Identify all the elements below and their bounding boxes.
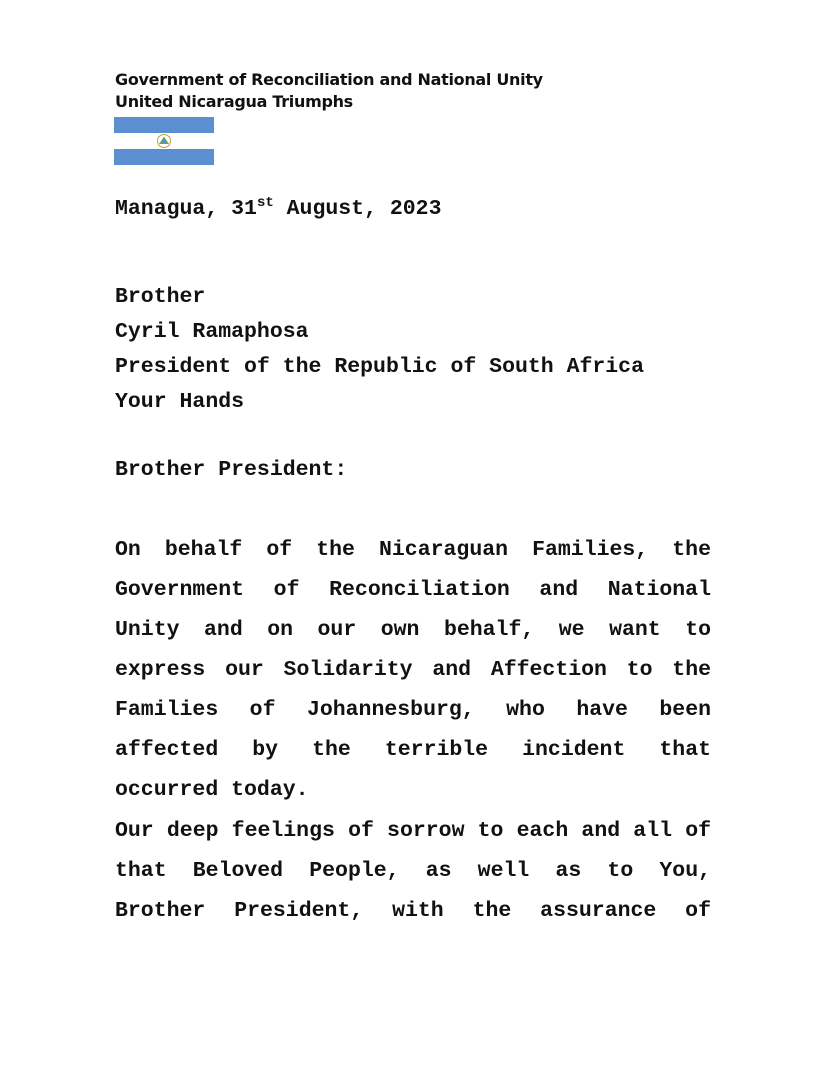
date-month-year: August, 2023 xyxy=(273,197,442,221)
letterhead xyxy=(115,69,543,113)
salutation: Brother President: xyxy=(115,458,348,482)
letterhead-slogan: United Nicaragua Triumphs xyxy=(115,92,353,111)
date-ordinal: st xyxy=(256,194,274,211)
letter-date xyxy=(115,194,441,224)
recipient-name: Cyril Ramaphosa xyxy=(115,320,309,344)
recipient-honorific: Brother xyxy=(115,285,206,309)
letterhead-government: Government of Reconciliation and National Unity xyxy=(115,70,543,89)
recipient-title: President of the Republic of South Africa xyxy=(115,355,644,379)
body-paragraph-1: On behalf of the Nicaraguan Families, the Government of Reconciliation and National Unity and on our own behalf, we want to express our Solidarity and Affection to the Families of Johannesburg, who have been affected by the terrible incident that occurred today. xyxy=(115,538,711,802)
date-city-day: Managua, 31 xyxy=(115,197,257,221)
nicaragua-flag-icon xyxy=(114,117,214,165)
body-paragraph-2: Our deep feelings of sorrow to each and all of that Beloved People, as well as to You, Brother President, with the assurance of xyxy=(115,819,711,923)
recipient-delivery: Your Hands xyxy=(115,390,245,414)
recipient-address xyxy=(115,280,644,420)
